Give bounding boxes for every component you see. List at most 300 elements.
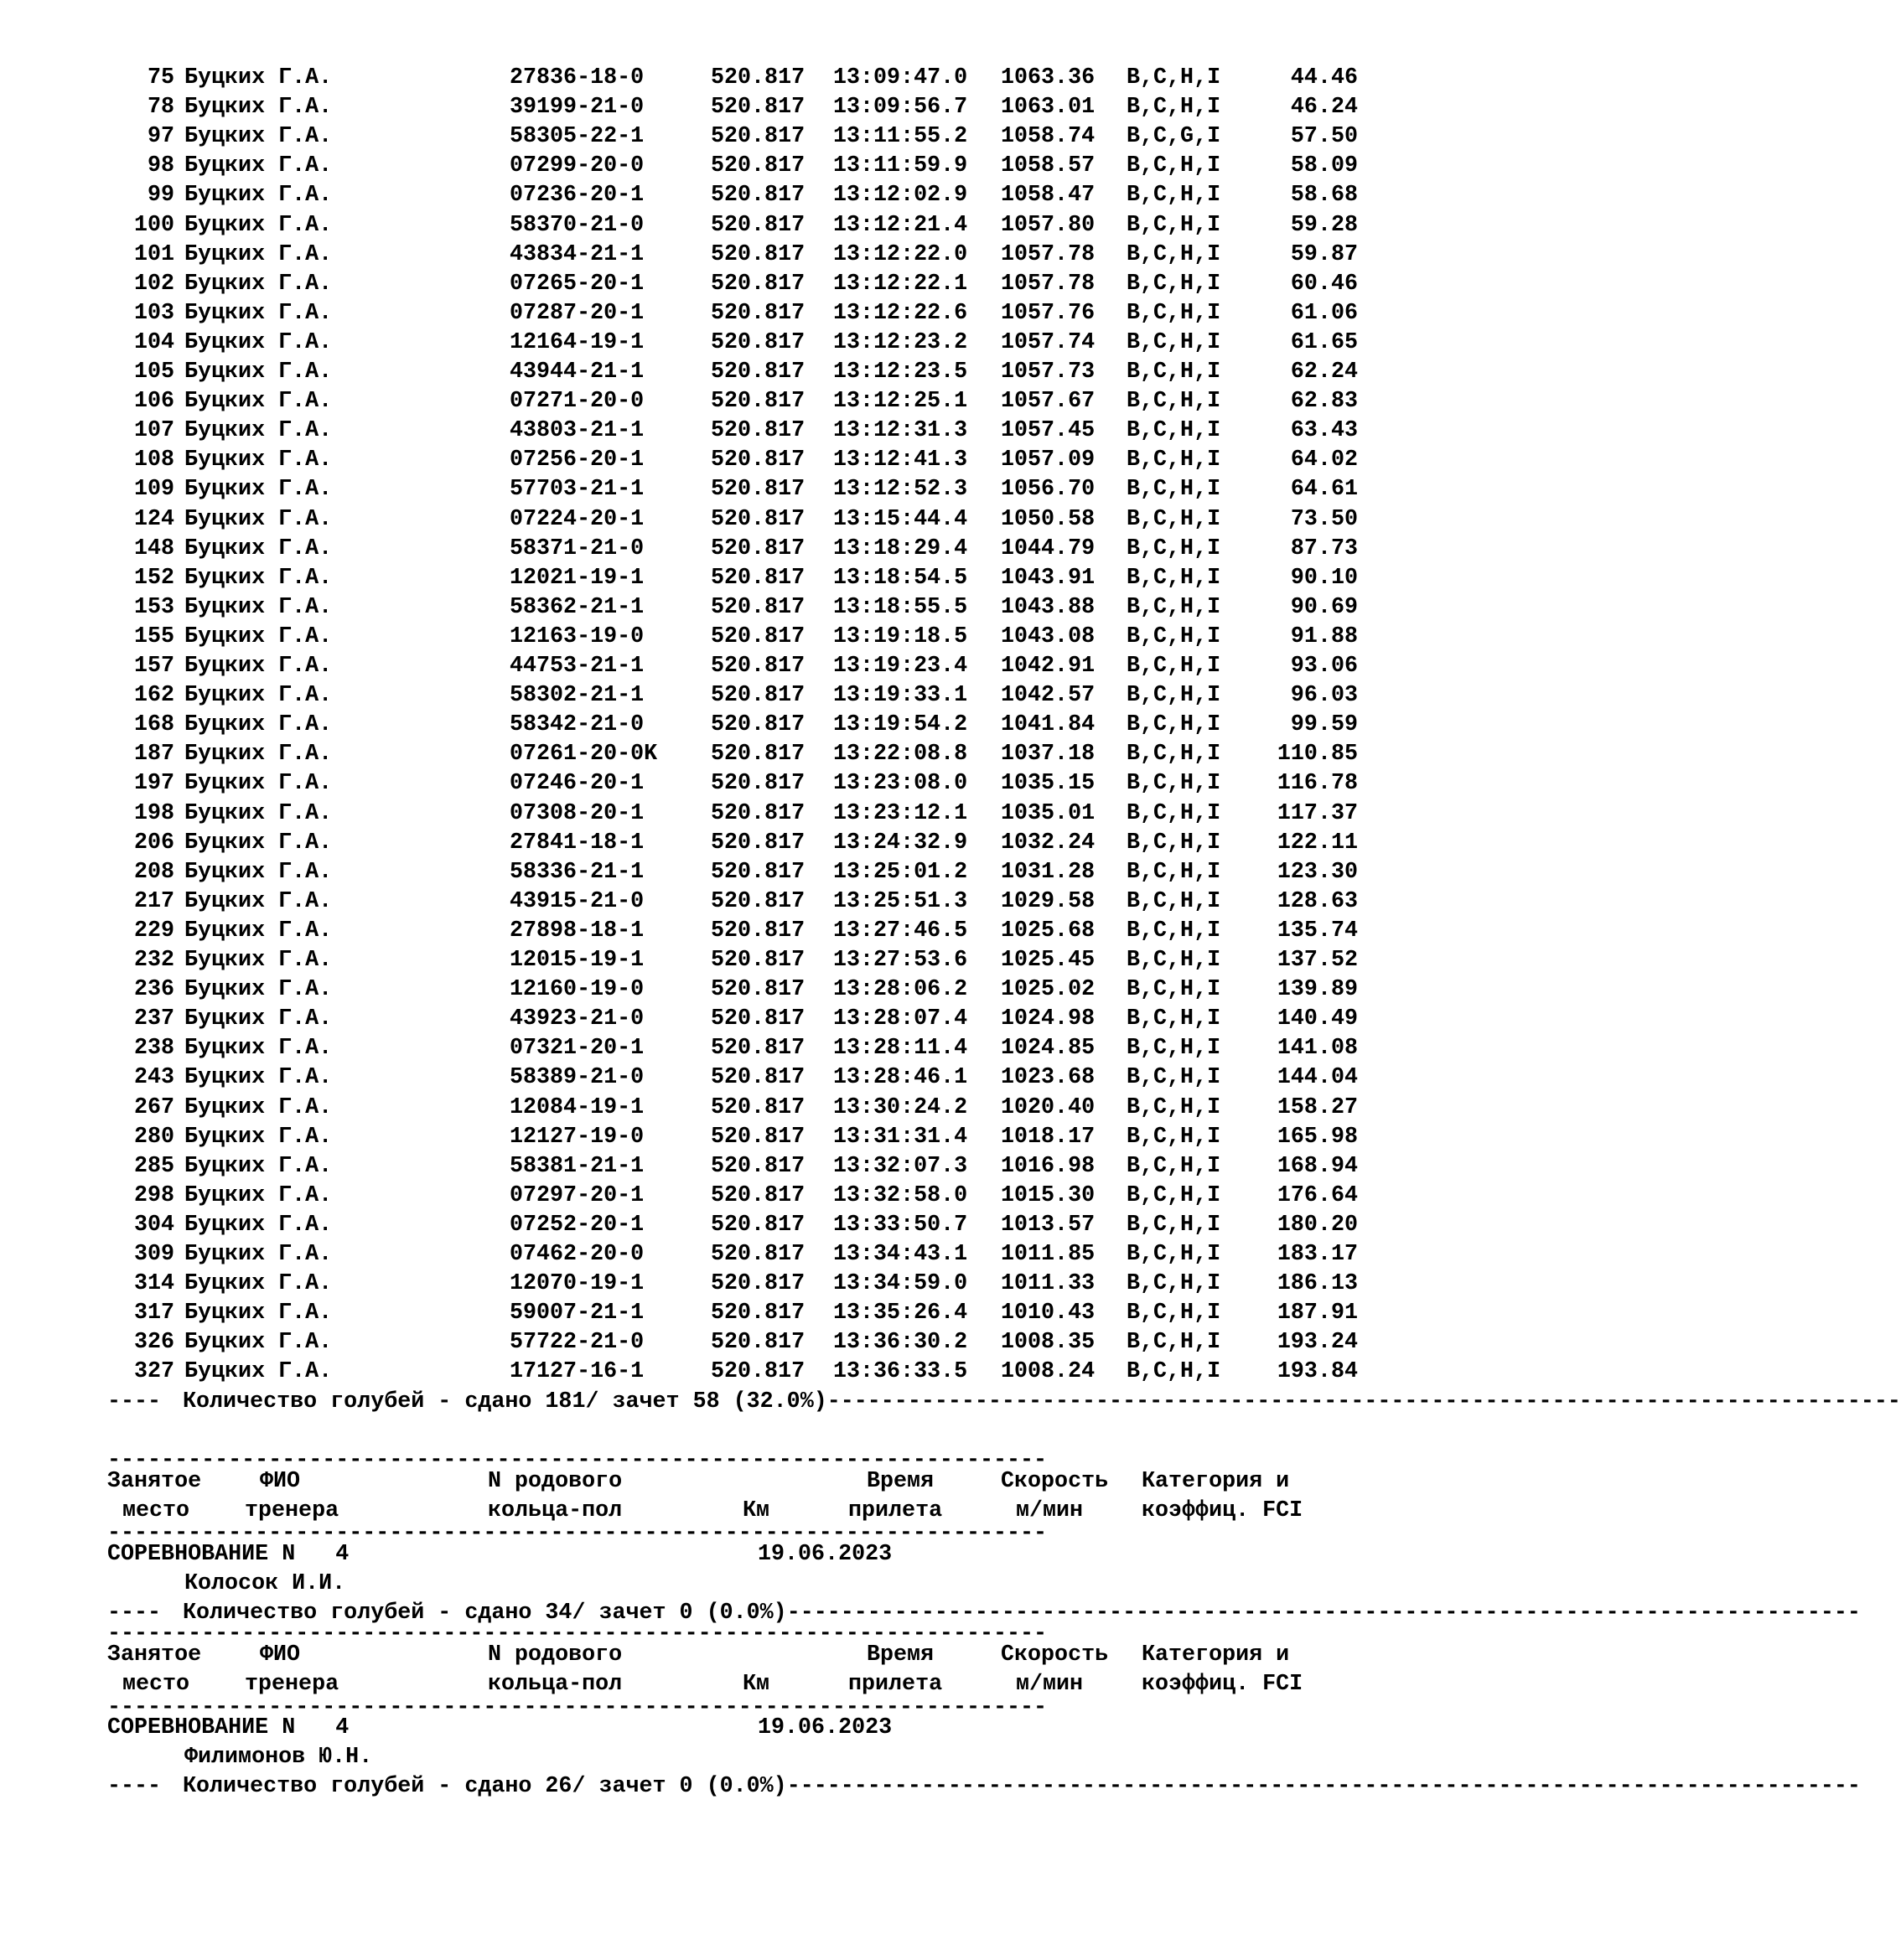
trainer-name-cell: Буцких Г.А.	[184, 447, 333, 473]
speed-cell: 1016.98	[1001, 1153, 1096, 1179]
category-cell: B,C,H,I	[1127, 1301, 1221, 1326]
trainer-name-cell: Буцких Г.А.	[184, 1359, 333, 1385]
arrival-time-cell: 13:22:08.8	[833, 742, 968, 768]
trainer-name-cell: Буцких Г.А.	[184, 535, 333, 561]
distance-cell: 520.817	[711, 712, 805, 738]
category-cell: B,C,H,I	[1127, 506, 1221, 532]
column-header-col5a: Время	[867, 1468, 935, 1494]
column-header-col5a: Время	[867, 1642, 935, 1668]
table-row	[0, 1123, 1386, 1152]
ring-number-cell: 07462-20-0	[510, 1242, 645, 1267]
table-row	[0, 299, 1386, 328]
category-cell: B,C,H,I	[1127, 1359, 1221, 1385]
table-row	[0, 1094, 1386, 1123]
place-cell: 206	[133, 830, 174, 856]
competition-date: 19.06.2023	[758, 1715, 893, 1741]
arrival-time-cell: 13:28:46.1	[833, 1065, 968, 1091]
column-header-col1a: Занятое	[107, 1642, 202, 1668]
coefficient-cell: 90.69	[1290, 594, 1358, 620]
speed-cell: 1044.79	[1001, 535, 1096, 561]
category-cell: B,C,H,I	[1127, 712, 1221, 738]
arrival-time-cell: 13:27:46.5	[833, 918, 968, 944]
speed-cell: 1042.57	[1001, 683, 1096, 709]
arrival-time-cell: 13:24:32.9	[833, 830, 968, 856]
coefficient-cell: 122.11	[1277, 830, 1358, 856]
distance-cell: 520.817	[711, 1301, 805, 1326]
place-cell: 109	[133, 477, 174, 503]
category-cell: B,C,H,I	[1127, 447, 1221, 473]
column-header-col3a: N родового	[488, 1468, 623, 1494]
coefficient-cell: 44.46	[1290, 65, 1358, 91]
table-row	[0, 1005, 1386, 1034]
table-row	[0, 505, 1386, 535]
category-cell: B,C,H,I	[1127, 1094, 1221, 1120]
distance-cell: 520.817	[711, 623, 805, 649]
trainer-name-cell: Буцких Г.А.	[184, 1124, 333, 1150]
table-row	[0, 799, 1386, 829]
speed-cell: 1043.08	[1001, 623, 1096, 649]
table-row	[0, 1034, 1386, 1063]
ring-number-cell: 07299-20-0	[510, 153, 645, 179]
speed-cell: 1035.15	[1001, 771, 1096, 797]
column-header-line-1	[0, 1467, 1386, 1497]
trainer-name-cell: Буцких Г.А.	[184, 1006, 333, 1032]
column-header-col7b: коэффиц. FCI	[1142, 1498, 1303, 1524]
place-cell: 187	[133, 742, 174, 768]
trainer-name-cell: Буцких Г.А.	[184, 683, 333, 709]
trainer-name-cell: Буцких Г.А.	[184, 506, 333, 532]
competition-date: 19.06.2023	[758, 1542, 893, 1568]
place-cell: 148	[133, 535, 174, 561]
table-row	[0, 1211, 1386, 1240]
column-header-col2b: тренера	[245, 1498, 339, 1524]
speed-cell: 1008.35	[1001, 1330, 1096, 1356]
trainer-name-cell: Буцких Г.А.	[184, 183, 333, 209]
arrival-time-cell: 13:23:08.0	[833, 771, 968, 797]
category-cell: B,C,H,I	[1127, 1242, 1221, 1267]
section-summary-line	[107, 1772, 1861, 1802]
coefficient-cell: 60.46	[1290, 271, 1358, 297]
ring-number-cell: 12160-19-0	[510, 977, 645, 1003]
distance-cell: 520.817	[711, 742, 805, 768]
trainer-name-cell: Буцких Г.А.	[184, 1330, 333, 1356]
speed-cell: 1058.74	[1001, 124, 1096, 150]
ring-number-cell: 27898-18-1	[510, 918, 645, 944]
arrival-time-cell: 13:12:31.3	[833, 418, 968, 444]
speed-cell: 1029.58	[1001, 888, 1096, 914]
place-cell: 168	[133, 712, 174, 738]
category-cell: B,C,H,I	[1127, 271, 1221, 297]
table-row	[0, 475, 1386, 504]
distance-cell: 520.817	[711, 359, 805, 385]
distance-cell: 520.817	[711, 389, 805, 415]
speed-cell: 1063.01	[1001, 95, 1096, 121]
coefficient-cell: 110.85	[1277, 742, 1358, 768]
place-cell: 157	[133, 654, 174, 679]
place-cell: 152	[133, 565, 174, 591]
coefficient-cell: 73.50	[1290, 506, 1358, 532]
coefficient-cell: 186.13	[1277, 1271, 1358, 1297]
table-row	[0, 1182, 1386, 1211]
ring-number-cell: 12163-19-0	[510, 623, 645, 649]
trainer-line	[0, 1570, 1386, 1599]
coefficient-cell: 61.65	[1290, 329, 1358, 355]
category-cell: B,C,H,I	[1127, 1330, 1221, 1356]
category-cell: B,C,H,I	[1127, 948, 1221, 973]
category-cell: B,C,H,I	[1127, 888, 1221, 914]
category-cell: B,C,H,I	[1127, 95, 1221, 121]
distance-cell: 520.817	[711, 1006, 805, 1032]
category-cell: B,C,H,I	[1127, 1182, 1221, 1208]
ring-number-cell: 44753-21-1	[510, 654, 645, 679]
trainer-name-cell: Буцких Г.А.	[184, 1271, 333, 1297]
category-cell: B,C,H,I	[1127, 623, 1221, 649]
ring-number-cell: 43834-21-1	[510, 241, 645, 267]
coefficient-cell: 165.98	[1277, 1124, 1358, 1150]
category-cell: B,C,H,I	[1127, 1036, 1221, 1062]
table-row	[0, 946, 1386, 975]
arrival-time-cell: 13:36:30.2	[833, 1330, 968, 1356]
arrival-time-cell: 13:32:07.3	[833, 1153, 968, 1179]
trainer-name-cell: Буцких Г.А.	[184, 241, 333, 267]
place-cell: 97	[147, 124, 174, 150]
dashed-separator: ----------------------------------------------------------------------	[107, 1521, 1048, 1547]
arrival-time-cell: 13:09:56.7	[833, 95, 968, 121]
coefficient-cell: 58.09	[1290, 153, 1358, 179]
table-row	[0, 1240, 1386, 1270]
speed-cell: 1057.74	[1001, 329, 1096, 355]
column-header-col7a: Категория и	[1142, 1642, 1290, 1668]
trainer-name-cell: Буцких Г.А.	[184, 359, 333, 385]
place-cell: 162	[133, 683, 174, 709]
trainer-name-cell: Буцких Г.А.	[184, 565, 333, 591]
trainer-name-cell: Буцких Г.А.	[184, 124, 333, 150]
speed-cell: 1042.91	[1001, 654, 1096, 679]
distance-cell: 520.817	[711, 153, 805, 179]
speed-cell: 1043.88	[1001, 594, 1096, 620]
speed-cell: 1031.28	[1001, 859, 1096, 885]
table-row	[0, 711, 1386, 740]
column-header-col2b: тренера	[245, 1672, 339, 1698]
dash-suffix: --------------------------------------------------------------------------------	[786, 1601, 1861, 1626]
distance-cell: 520.817	[711, 1094, 805, 1120]
arrival-time-cell: 13:11:59.9	[833, 153, 968, 179]
table-row	[0, 917, 1386, 946]
table-row	[0, 564, 1386, 593]
speed-cell: 1024.85	[1001, 1036, 1096, 1062]
arrival-time-cell: 13:34:43.1	[833, 1242, 968, 1267]
table-row	[0, 181, 1386, 210]
arrival-time-cell: 13:18:54.5	[833, 565, 968, 591]
arrival-time-cell: 13:19:54.2	[833, 712, 968, 738]
coefficient-cell: 123.30	[1277, 859, 1358, 885]
coefficient-cell: 91.88	[1290, 623, 1358, 649]
competition-title-line	[0, 1714, 1386, 1743]
trainer-name-cell: Буцких Г.А.	[184, 329, 333, 355]
distance-cell: 520.817	[711, 1271, 805, 1297]
table-row	[0, 1358, 1386, 1387]
arrival-time-cell: 13:31:31.4	[833, 1124, 968, 1150]
trainer-name-cell: Буцких Г.А.	[184, 153, 333, 179]
coefficient-cell: 62.83	[1290, 389, 1358, 415]
table-row	[0, 1299, 1386, 1328]
place-cell: 237	[133, 1006, 174, 1032]
coefficient-cell: 58.68	[1290, 183, 1358, 209]
column-header-col2a: ФИО	[260, 1642, 301, 1668]
dash-suffix: --------------------------------------------------------------------------------	[826, 1389, 1901, 1414]
category-cell: B,C,H,I	[1127, 830, 1221, 856]
table-row	[0, 623, 1386, 652]
trainer-name-cell: Буцких Г.А.	[184, 65, 333, 91]
ring-number-cell: 07256-20-1	[510, 447, 645, 473]
distance-cell: 520.817	[711, 95, 805, 121]
trainer-name-cell: Буцких Г.А.	[184, 830, 333, 856]
arrival-time-cell: 13:28:11.4	[833, 1036, 968, 1062]
trainer-name-cell: Буцких Г.А.	[184, 918, 333, 944]
place-cell: 100	[133, 212, 174, 238]
arrival-time-cell: 13:11:55.2	[833, 124, 968, 150]
ring-number-cell: 58302-21-1	[510, 683, 645, 709]
table-row	[0, 240, 1386, 270]
distance-cell: 520.817	[711, 65, 805, 91]
trainer-name-cell: Буцких Г.А.	[184, 859, 333, 885]
category-cell: B,C,H,I	[1127, 1124, 1221, 1150]
arrival-time-cell: 13:35:26.4	[833, 1301, 968, 1326]
category-cell: B,C,H,I	[1127, 594, 1221, 620]
table-row	[0, 93, 1386, 122]
ring-number-cell: 07287-20-1	[510, 300, 645, 326]
place-cell: 107	[133, 418, 174, 444]
arrival-time-cell: 13:12:25.1	[833, 389, 968, 415]
distance-cell: 520.817	[711, 594, 805, 620]
ring-number-cell: 07308-20-1	[510, 800, 645, 826]
coefficient-cell: 64.02	[1290, 447, 1358, 473]
category-cell: B,C,H,I	[1127, 300, 1221, 326]
speed-cell: 1025.68	[1001, 918, 1096, 944]
place-cell: 105	[133, 359, 174, 385]
ring-number-cell: 07236-20-1	[510, 183, 645, 209]
trainer-name-cell: Буцких Г.А.	[184, 300, 333, 326]
competition-title-line	[0, 1540, 1386, 1570]
trainer-line	[0, 1743, 1386, 1772]
place-cell: 99	[147, 183, 174, 209]
coefficient-cell: 59.28	[1290, 212, 1358, 238]
trainer-name-cell: Буцких Г.А.	[184, 271, 333, 297]
speed-cell: 1037.18	[1001, 742, 1096, 768]
speed-cell: 1025.02	[1001, 977, 1096, 1003]
trainer-name-cell: Буцких Г.А.	[184, 212, 333, 238]
dashed-separator: ----------------------------------------------------------------------	[107, 1694, 1048, 1720]
ring-number-cell: 43923-21-0	[510, 1006, 645, 1032]
trainer-name-cell: Буцких Г.А.	[184, 477, 333, 503]
trainer-name-cell: Буцких Г.А.	[184, 654, 333, 679]
speed-cell: 1023.68	[1001, 1065, 1096, 1091]
distance-cell: 520.817	[711, 124, 805, 150]
distance-cell: 520.817	[711, 1153, 805, 1179]
place-cell: 326	[133, 1330, 174, 1356]
distance-cell: 520.817	[711, 535, 805, 561]
speed-cell: 1063.36	[1001, 65, 1096, 91]
trainer-name-cell: Буцких Г.А.	[184, 1301, 333, 1326]
place-cell: 238	[133, 1036, 174, 1062]
speed-cell: 1011.85	[1001, 1242, 1096, 1267]
table-row	[0, 593, 1386, 623]
category-cell: B,C,H,I	[1127, 65, 1221, 91]
ring-number-cell: 07271-20-0	[510, 389, 645, 415]
column-header-line-1	[0, 1641, 1386, 1670]
speed-cell: 1035.01	[1001, 800, 1096, 826]
trainer-name-cell: Буцких Г.А.	[184, 1153, 333, 1179]
trainer-name-cell: Буцких Г.А.	[184, 948, 333, 973]
category-cell: B,C,H,I	[1127, 742, 1221, 768]
speed-cell: 1010.43	[1001, 1301, 1096, 1326]
distance-cell: 520.817	[711, 977, 805, 1003]
trainer-name-cell: Буцких Г.А.	[184, 888, 333, 914]
speed-cell: 1041.84	[1001, 712, 1096, 738]
place-cell: 155	[133, 623, 174, 649]
ring-number-cell: 58371-21-0	[510, 535, 645, 561]
place-cell: 198	[133, 800, 174, 826]
trainer-name: Колосок И.И.	[184, 1571, 346, 1597]
distance-cell: 520.817	[711, 300, 805, 326]
table-row	[0, 446, 1386, 475]
place-cell: 327	[133, 1359, 174, 1385]
coefficient-cell: 116.78	[1277, 771, 1358, 797]
distance-cell: 520.817	[711, 565, 805, 591]
coefficient-cell: 139.89	[1277, 977, 1358, 1003]
competition-title: СОРЕВНОВАНИЕ N 4	[107, 1542, 350, 1568]
speed-cell: 1057.09	[1001, 447, 1096, 473]
summary-text: Количество голубей - сдано 34/ зачет 0 (0.0%)	[183, 1601, 787, 1626]
place-cell: 153	[133, 594, 174, 620]
place-cell: 236	[133, 977, 174, 1003]
table-row	[0, 681, 1386, 711]
speed-cell: 1015.30	[1001, 1182, 1096, 1208]
place-cell: 304	[133, 1212, 174, 1238]
table-row	[0, 740, 1386, 769]
distance-cell: 520.817	[711, 654, 805, 679]
arrival-time-cell: 13:12:22.0	[833, 241, 968, 267]
category-cell: B,C,H,I	[1127, 1212, 1221, 1238]
arrival-time-cell: 13:32:58.0	[833, 1182, 968, 1208]
column-header-col3b: кольца-пол	[488, 1498, 623, 1524]
place-cell: 78	[147, 95, 174, 121]
dashed-separator: ----------------------------------------------------------------------	[107, 1447, 1048, 1473]
arrival-time-cell: 13:28:07.4	[833, 1006, 968, 1032]
column-header-col6b: м/мин	[1016, 1672, 1084, 1698]
speed-cell: 1020.40	[1001, 1094, 1096, 1120]
column-header-col3a: N родового	[488, 1642, 623, 1668]
coefficient-cell: 135.74	[1277, 918, 1358, 944]
coefficient-cell: 46.24	[1290, 95, 1358, 121]
arrival-time-cell: 13:27:53.6	[833, 948, 968, 973]
dash-prefix: ----	[107, 1389, 175, 1414]
speed-cell: 1057.80	[1001, 212, 1096, 238]
speed-cell: 1057.73	[1001, 359, 1096, 385]
category-cell: B,C,H,I	[1127, 654, 1221, 679]
table-row	[0, 387, 1386, 416]
trainer-name-cell: Буцких Г.А.	[184, 418, 333, 444]
category-cell: B,C,H,I	[1127, 771, 1221, 797]
ring-number-cell: 12164-19-1	[510, 329, 645, 355]
distance-cell: 520.817	[711, 800, 805, 826]
table-row	[0, 328, 1386, 358]
coefficient-cell: 158.27	[1277, 1094, 1358, 1120]
table-row	[0, 652, 1386, 681]
column-header-col1b: место	[122, 1498, 190, 1524]
arrival-time-cell: 13:34:59.0	[833, 1271, 968, 1297]
coefficient-cell: 87.73	[1290, 535, 1358, 561]
ring-number-cell: 57722-21-0	[510, 1330, 645, 1356]
distance-cell: 520.817	[711, 948, 805, 973]
arrival-time-cell: 13:12:21.4	[833, 212, 968, 238]
distance-cell: 520.817	[711, 1182, 805, 1208]
ring-number-cell: 43944-21-1	[510, 359, 645, 385]
category-cell: B,C,H,I	[1127, 918, 1221, 944]
table-row	[0, 887, 1386, 917]
category-cell: B,C,H,I	[1127, 977, 1221, 1003]
coefficient-cell: 187.91	[1277, 1301, 1358, 1326]
column-header-col7b: коэффиц. FCI	[1142, 1672, 1303, 1698]
speed-cell: 1056.70	[1001, 477, 1096, 503]
dash-prefix: ----	[107, 1774, 175, 1800]
dashed-separator: ----------------------------------------------------------------------	[107, 1621, 1048, 1647]
arrival-time-cell: 13:19:18.5	[833, 623, 968, 649]
speed-cell: 1025.45	[1001, 948, 1096, 973]
arrival-time-cell: 13:36:33.5	[833, 1359, 968, 1385]
ring-number-cell: 58305-22-1	[510, 124, 645, 150]
column-header-col6b: м/мин	[1016, 1498, 1084, 1524]
ring-number-cell: 12021-19-1	[510, 565, 645, 591]
arrival-time-cell: 13:23:12.1	[833, 800, 968, 826]
place-cell: 314	[133, 1271, 174, 1297]
ring-number-cell: 58370-21-0	[510, 212, 645, 238]
arrival-time-cell: 13:18:29.4	[833, 535, 968, 561]
category-cell: B,C,H,I	[1127, 859, 1221, 885]
arrival-time-cell: 13:18:55.5	[833, 594, 968, 620]
speed-cell: 1024.98	[1001, 1006, 1096, 1032]
distance-cell: 520.817	[711, 859, 805, 885]
ring-number-cell: 57703-21-1	[510, 477, 645, 503]
speed-cell: 1050.58	[1001, 506, 1096, 532]
speed-cell: 1057.78	[1001, 241, 1096, 267]
trainer-name-cell: Буцких Г.А.	[184, 742, 333, 768]
speed-cell: 1057.45	[1001, 418, 1096, 444]
arrival-time-cell: 13:28:06.2	[833, 977, 968, 1003]
distance-cell: 520.817	[711, 477, 805, 503]
table-row	[0, 416, 1386, 446]
trainer-name-cell: Буцких Г.А.	[184, 623, 333, 649]
column-header-col1a: Занятое	[107, 1468, 202, 1494]
ring-number-cell: 07265-20-1	[510, 271, 645, 297]
ring-number-cell: 58381-21-1	[510, 1153, 645, 1179]
place-cell: 243	[133, 1065, 174, 1091]
distance-cell: 520.817	[711, 771, 805, 797]
table-row	[0, 270, 1386, 299]
category-cell: B,C,H,I	[1127, 241, 1221, 267]
category-cell: B,C,H,I	[1127, 359, 1221, 385]
trainer-name-cell: Буцких Г.А.	[184, 389, 333, 415]
trainer-name-cell: Буцких Г.А.	[184, 1036, 333, 1062]
column-header-col5b: прилета	[848, 1672, 943, 1698]
table-row	[0, 975, 1386, 1005]
trainer-name-cell: Буцких Г.А.	[184, 977, 333, 1003]
place-cell: 298	[133, 1182, 174, 1208]
category-cell: B,C,H,I	[1127, 535, 1221, 561]
speed-cell: 1032.24	[1001, 830, 1096, 856]
table-row	[0, 152, 1386, 181]
table-row	[0, 1270, 1386, 1299]
